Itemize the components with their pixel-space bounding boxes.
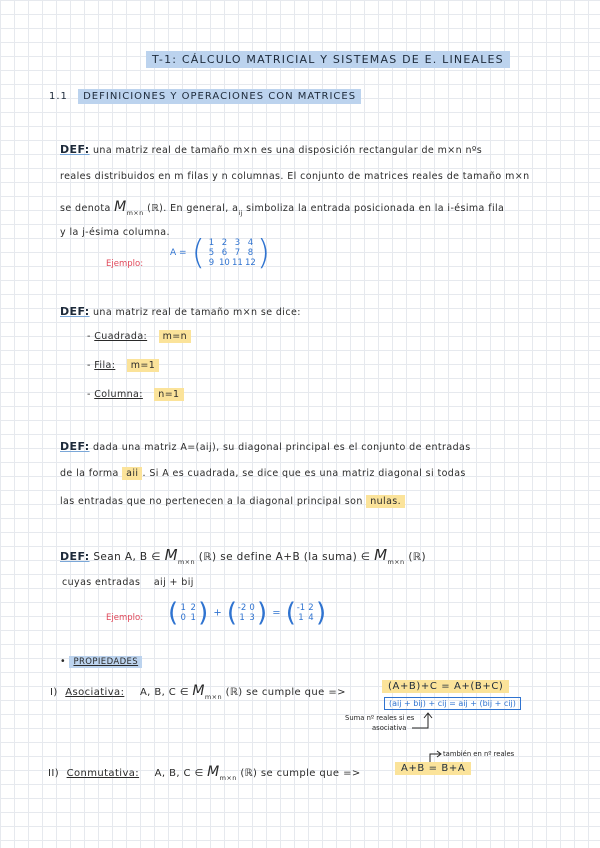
asociativa-entries-box: (aij + bij) + cij = aij + (bij + cij) <box>384 697 521 710</box>
property-text-a: A, B, C ∈ <box>139 687 189 698</box>
right-paren: ) <box>257 598 268 628</box>
def2-text: una matriz real de tamaño m×n se dice: <box>92 307 301 318</box>
asociativa-formula: (A+B)+C = A+(B+C) <box>382 680 509 693</box>
def2-item-fila <box>87 360 159 371</box>
matrix-entry: 2 <box>190 603 196 613</box>
asociativa-note-line2: asociativa <box>372 724 407 732</box>
def1-line1 <box>60 143 482 156</box>
right-paren: ) <box>198 598 209 628</box>
property-number: II) <box>48 768 59 779</box>
list-bullet: - <box>87 389 91 400</box>
section-header <box>49 91 361 102</box>
matrix-a-entries <box>205 238 257 268</box>
matrix-set-subscript: m×n <box>387 558 405 566</box>
def2-line <box>60 305 301 318</box>
matrix-set-symbol: M <box>192 683 205 699</box>
matrix-a <box>170 233 271 273</box>
item-label: Cuadrada: <box>94 331 148 342</box>
arrow-up-right-icon <box>428 750 444 764</box>
matrix-set-subscript: m×n <box>126 209 144 217</box>
left-paren: ( <box>191 233 205 273</box>
matrix-entry: 9 <box>208 258 215 268</box>
list-bullet: • <box>60 656 67 667</box>
right-paren: ) <box>315 598 327 628</box>
matrix-entry: 7 <box>234 248 241 258</box>
def4-line2-formula: aij + bij <box>153 577 194 588</box>
properties-header <box>60 656 142 667</box>
matrix-entry: 2 <box>308 603 314 613</box>
list-bullet: - <box>87 360 91 371</box>
def4-line1-a: Sean A, B ∈ <box>93 551 161 563</box>
property-number: I) <box>50 687 58 698</box>
list-bullet: - <box>87 331 91 342</box>
def1-line3-b: (ℝ). En general, a <box>147 203 239 214</box>
def1-example <box>106 251 143 270</box>
left-paren: ( <box>226 598 238 628</box>
matrix-entry: 11 <box>232 258 243 268</box>
def4-line1-c: (ℝ) <box>408 551 427 563</box>
conmutativa-note: también en nº reales <box>443 750 515 758</box>
matrix-entry: 0 <box>249 603 255 613</box>
matrix-entry: 1 <box>298 613 304 623</box>
matrix-entry: 12 <box>245 258 256 268</box>
matrix-entry: 4 <box>308 613 314 623</box>
section-number: 1.1 <box>49 91 68 102</box>
property-text-b: (ℝ) se cumple que <box>225 687 325 698</box>
matrix-set-symbol: M <box>164 546 178 564</box>
def1-line3-c: simboliza la entrada posicionada en la i-ésima fila <box>246 203 505 214</box>
section-label: DEFINICIONES Y OPERACIONES CON MATRICES <box>78 89 361 104</box>
matrix-entry: 1 <box>180 603 186 613</box>
property-name: Asociativa: <box>65 687 125 698</box>
property-text-a: A, B, C ∈ <box>154 768 204 779</box>
matrix-operand-1 <box>178 603 198 623</box>
property-name: Conmutativa: <box>66 768 140 779</box>
item-label: Fila: <box>94 360 116 371</box>
def1-text-line2: reales distribuidos en m filas y n columnas. El conjunto de matrices reales de tamaño m×n <box>60 171 530 182</box>
property-text-b: (ℝ) se cumple que <box>240 768 340 779</box>
matrix-entry: 0 <box>180 613 186 623</box>
matrix-set-subscript: m×n <box>204 693 223 701</box>
curved-arrow-icon <box>410 710 438 732</box>
matrix-entry: 6 <box>221 248 228 258</box>
matrix-set-symbol: M <box>114 199 127 215</box>
implies-arrow: => <box>343 768 361 779</box>
page-title: T-1: CÁLCULO MATRICIAL Y SISTEMAS DE E. LINEALES <box>146 51 510 68</box>
nulas-highlight: nulas. <box>366 495 405 508</box>
property-conmutativa <box>48 764 361 782</box>
matrix-entry: 4 <box>247 238 254 248</box>
matrix-set-subscript: m×n <box>177 558 196 566</box>
matrix-entry: 1 <box>208 238 215 248</box>
example-label: Ejemplo: <box>106 613 144 623</box>
def4-line2-a: cuyas entradas <box>62 577 141 588</box>
matrix-entry: -1 <box>296 603 306 613</box>
matrix-entry: 8 <box>247 248 254 258</box>
def4-example <box>106 605 143 624</box>
def3-line2 <box>60 468 466 479</box>
item-value: m=n <box>159 330 191 343</box>
def3-line1 <box>60 440 471 453</box>
def4-line1-b: (ℝ) se define A+B (la suma) ∈ <box>198 551 371 563</box>
matrix-sum-example <box>168 598 327 628</box>
def2-item-columna <box>87 389 184 400</box>
def2-item-cuadrada <box>87 331 191 342</box>
matrix-entry: 1 <box>239 613 245 623</box>
def1-line3 <box>60 199 504 217</box>
def3-line3 <box>60 496 405 507</box>
left-paren: ( <box>168 598 179 628</box>
def4-line1 <box>60 546 426 566</box>
matrix-entry: 3 <box>249 613 255 623</box>
matrix-set-symbol: M <box>374 546 388 564</box>
matrix-operand-2 <box>237 603 257 623</box>
item-label: Columna: <box>94 389 143 400</box>
matrix-entry: 2 <box>221 238 228 248</box>
left-paren: ( <box>285 598 296 628</box>
def4-line2 <box>62 577 194 588</box>
def3-text-line1: dada una matriz A=(aij), su diagonal principal es el conjunto de entradas <box>92 442 471 453</box>
def-tag: DEF: <box>60 143 90 156</box>
def1-line3-a: se denota <box>60 203 111 214</box>
plus-sign: + <box>213 607 222 619</box>
property-asociativa <box>50 683 346 701</box>
entry-subscript: ij <box>238 209 243 217</box>
matrix-set-subscript: m×n <box>219 774 237 782</box>
matrix-set-symbol: M <box>207 764 220 780</box>
equals-sign: = <box>272 607 281 619</box>
def3-line3-a: las entradas que no pertenecen a la diagonal principal son <box>60 496 363 507</box>
matrix-entry: -2 <box>237 603 247 613</box>
properties-label: PROPIEDADES <box>69 656 142 668</box>
implies-arrow: => <box>328 687 346 698</box>
matrix-a-name: A = <box>170 248 187 258</box>
right-paren: ) <box>256 233 271 273</box>
def3-line2-a: de la forma <box>60 468 119 479</box>
def3-line2-b: . Si A es cuadrada, se dice que es una matriz diagonal si todas <box>142 468 466 479</box>
example-label: Ejemplo: <box>106 259 144 269</box>
conmutativa-formula: A+B = B+A <box>395 762 471 775</box>
def1-text-line1: una matriz real de tamaño m×n es una disposición rectangular de m×n nºs <box>92 145 483 156</box>
matrix-entry: 5 <box>208 248 215 258</box>
diagonal-entry-highlight: aii <box>122 467 142 480</box>
matrix-result <box>296 603 316 623</box>
def-tag: DEF: <box>60 440 90 453</box>
def1-text-line4: y la j-ésima columna. <box>60 227 170 238</box>
matrix-entry: 1 <box>190 613 196 623</box>
item-value: n=1 <box>154 388 183 401</box>
matrix-entry: 3 <box>234 238 241 248</box>
item-value: m=1 <box>127 359 159 372</box>
matrix-entry: 10 <box>219 258 230 268</box>
asociativa-note-line1: Suma nº reales si es <box>345 714 415 722</box>
def-tag: DEF: <box>60 305 90 318</box>
def-tag: DEF: <box>60 550 90 563</box>
